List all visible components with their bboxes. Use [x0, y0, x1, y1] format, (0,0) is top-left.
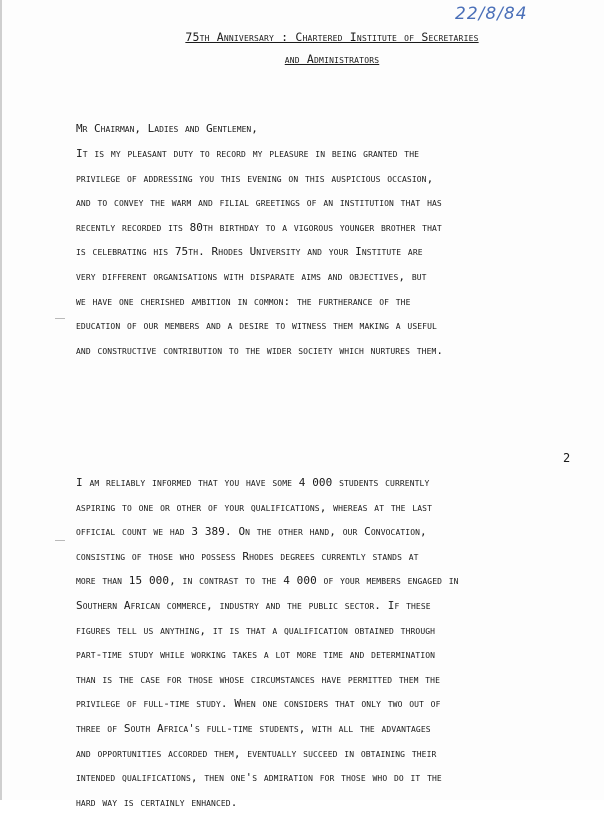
paragraph-line: privilege of addressing you this evening on this auspicious occasion,	[76, 171, 434, 185]
paragraph-line: It is my pleasant duty to record my pleasure in being granted the	[76, 147, 420, 160]
paragraph-line: aspiring to one or other of your qualifications, whereas at the last	[76, 500, 432, 514]
page-number: 2	[563, 451, 571, 465]
paragraph-line: privilege of full-time study. When one considers that only two out of	[76, 697, 441, 711]
scan-mark	[55, 318, 65, 319]
page-edge	[0, 0, 2, 800]
paragraph-line: I am reliably informed that you have some 4 000 students currently	[76, 476, 430, 489]
paragraph-line: we have one cherished ambition in common: the furtherance of the	[76, 294, 411, 308]
paragraph-line: consisting of those who possess Rhodes degrees currently stands at	[76, 549, 419, 563]
paragraph-line: three of South Africa's full-time students, with all the advantages	[76, 721, 431, 735]
paragraph-line: and opportunities accorded them, eventually succeed in obtaining their	[76, 746, 437, 760]
paragraph-line: and to convey the warm and filial greetings of an institution that has	[76, 196, 442, 210]
paragraph-line: intended qualifications, then one's admiration for those who do it the	[76, 771, 442, 785]
paragraph-line: very different organisations with disparate aims and objectives, but	[76, 269, 427, 283]
paragraph-1	[76, 142, 443, 363]
paragraph-line: Southern African commerce, industry and the public sector. If these	[76, 598, 431, 612]
paragraph-line: part-time study while working takes a lot more time and determination	[76, 648, 436, 662]
paragraph-2	[76, 471, 459, 815]
paragraph-line: hard way is certainly enhanced.	[76, 795, 238, 809]
paragraph-line: figures tell us anything, it is that a qualification obtained through	[76, 623, 436, 637]
paragraph-line: is celebrating his 75th. Rhodes University and your Institute are	[76, 245, 423, 259]
paragraph-line: education of our members and a desire to witness them making a useful	[76, 319, 437, 333]
paragraph-line: recently recorded its 80th birthday to a vigorous younger brother that	[76, 220, 442, 234]
paragraph-line: than is the case for those whose circumstances have permitted them the	[76, 672, 441, 686]
salutation: Mr Chairman, Ladies and Gentlemen,	[76, 122, 258, 135]
paragraph-line: more than 15 000, in contrast to the 4 000 of your members engaged in	[76, 574, 459, 588]
scan-mark	[55, 540, 65, 541]
paragraph-line: official count we had 3 389. On the other hand, our Convocation,	[76, 525, 427, 539]
paragraph-line: and constructive contribution to the wider society which nurtures them.	[76, 343, 444, 357]
document-title-line-1: 75th Anniversary : Chartered Institute of Secretaries	[185, 30, 479, 44]
handwritten-date: 22/8/84	[455, 4, 528, 24]
document-title-line-2: and Administrators	[284, 52, 380, 66]
